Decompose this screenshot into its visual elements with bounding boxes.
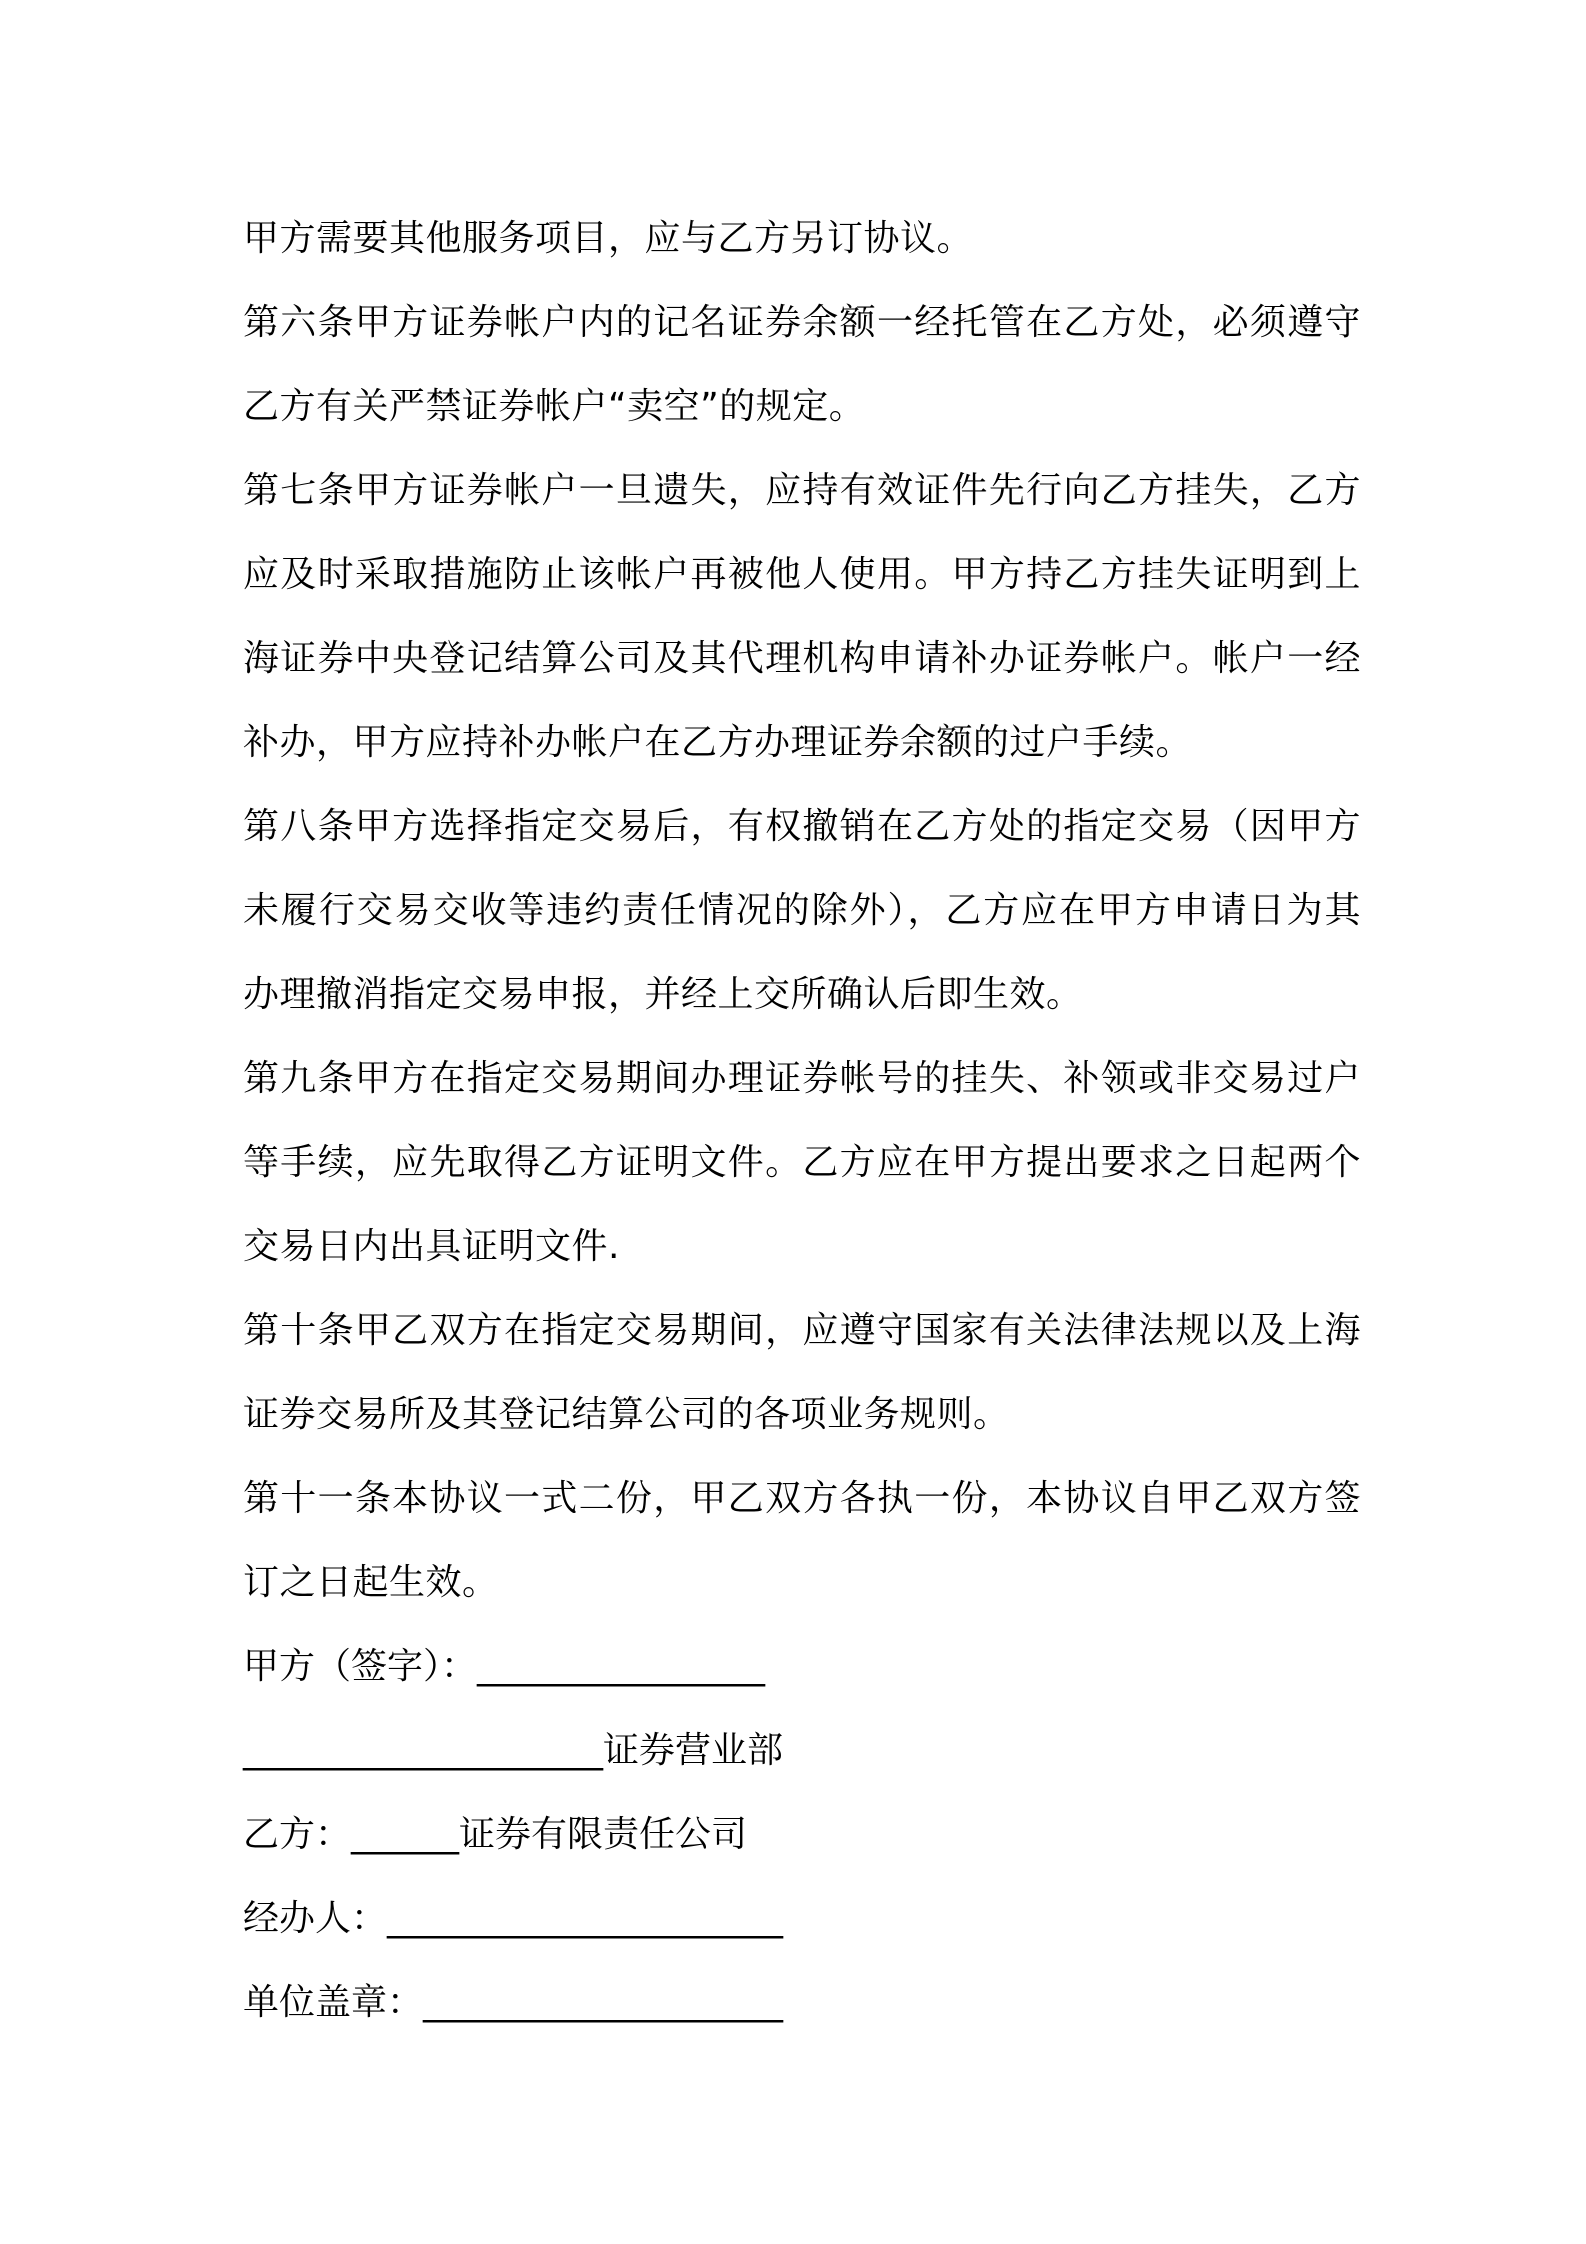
branch-name-line: ____________________证券营业部 xyxy=(243,1730,784,1771)
paragraph-line: 办理撤消指定交易申报，并经上交所确认后即生效。 xyxy=(243,974,1083,1015)
party-b-line: 乙方：______证券有限责任公司 xyxy=(243,1814,748,1855)
party-a-signature-line: 甲方（签字）：________________ xyxy=(243,1646,766,1687)
paragraph-line: 第十条甲乙双方在指定交易期间，应遵守国家有关法律法规以及上海 xyxy=(243,1310,1361,1351)
paragraph-line: 交易日内出具证明文件. xyxy=(243,1226,620,1267)
document-body xyxy=(243,197,1361,2045)
paragraph-line: 第八条甲方选择指定交易后，有权撤销在乙方处的指定交易（因甲方 xyxy=(243,806,1361,847)
paragraph-line: 未履行交易交收等违约责任情况的除外），乙方应在甲方申请日为其 xyxy=(243,890,1361,931)
paragraph-line: 订之日起生效。 xyxy=(243,1562,499,1603)
handler-signature-line: 经办人：______________________ xyxy=(243,1898,784,1939)
paragraph-line: 第六条甲方证券帐户内的记名证券余额一经托管在乙方处，必须遵守 xyxy=(243,302,1361,343)
paragraph-line: 乙方有关严禁证券帐户“卖空”的规定。 xyxy=(243,386,866,427)
paragraph-line: 甲方需要其他服务项目，应与乙方另订协议。 xyxy=(243,218,974,259)
paragraph-line: 第十一条本协议一式二份，甲乙双方各执一份，本协议自甲乙双方签 xyxy=(243,1478,1361,1519)
paragraph-line: 第九条甲方在指定交易期间办理证券帐号的挂失、补领或非交易过户 xyxy=(243,1058,1361,1099)
paragraph-line: 补办，甲方应持补办帐户在乙方办理证券余额的过户手续。 xyxy=(243,722,1193,763)
paragraph-line: 海证券中央登记结算公司及其代理机构申请补办证券帐户。帐户一经 xyxy=(243,638,1361,679)
paragraph-line: 第七条甲方证券帐户一旦遗失，应持有效证件先行向乙方挂失，乙方 xyxy=(243,470,1361,511)
paragraph-line: 应及时采取措施防止该帐户再被他人使用。甲方持乙方挂失证明到上 xyxy=(243,554,1361,595)
paragraph-line: 证券交易所及其登记结算公司的各项业务规则。 xyxy=(243,1394,1010,1435)
seal-line: 单位盖章：____________________ xyxy=(243,1982,784,2023)
paragraph-line: 等手续，应先取得乙方证明文件。乙方应在甲方提出要求之日起两个 xyxy=(243,1142,1361,1183)
